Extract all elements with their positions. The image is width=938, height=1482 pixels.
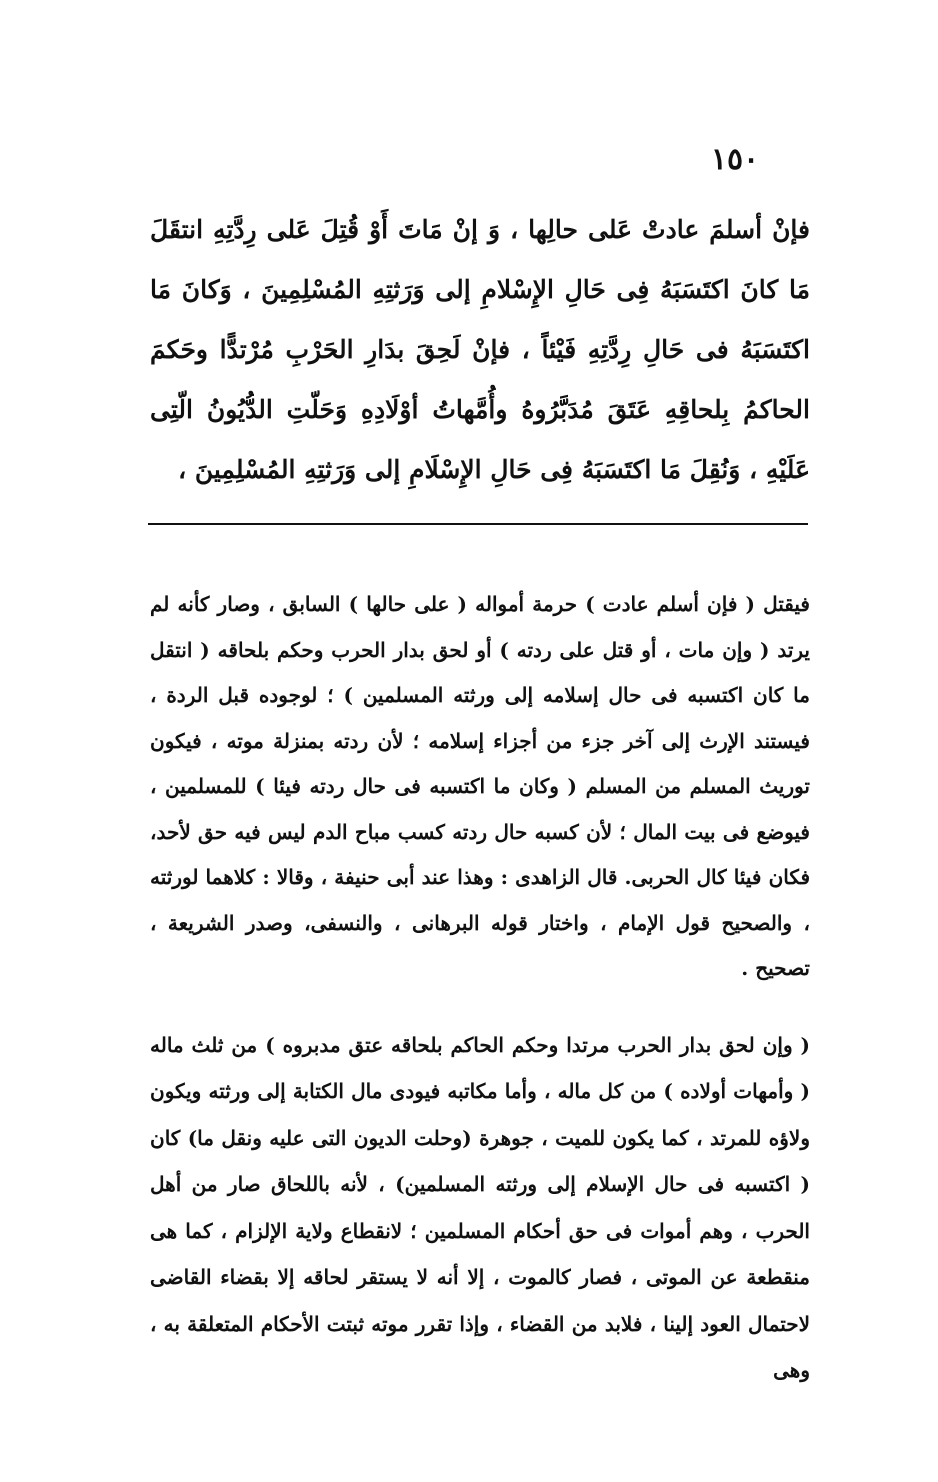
commentary-paragraph: ( وإن لحق بدار الحرب مرتدا وحكم الحاكم بلحاقه عتق مدبروه ) من ثلث ماله ( وأمهات أولاده ) من كل ماله ، وأما مكاتبه فيودى مال الكتابة إلى ورثته ويكون ولاؤه للمرتد ، كما يكون للميت ، جوهرة (وحلت الديون التى عليه ونقل ما) كان ( اكتسبه فى حال الإسلام إلى ورثته المسلمين) ، لأنه باللحاق صار من أهل الحرب ، وهم أموات فى حق أحكام المسلمين ؛ لانقطاع ولاية الإلزام ، كما هى منقطعة عن الموتى ، فصار كالموت ، إلا أنه لا يستقر لحاقه إلا بقضاء القاضى لاحتمال العود إلينا ، فلابد من القضاء ، وإذا تقرر موته ثبتت الأحكام المتعلقة به ، وهى bbox=[150, 1032, 810, 1382]
matn-text: فإنْ أسلمَ عادتْ عَلى حالِها ، وَ إنْ مَاتَ أَوْ قُتِلَ عَلى رِدَّتِهِ انتقَلَ مَا كانَ اكتَسَبَهُ فِى حَالِ الإِسْلامِ إلى وَرَثتِهِ المُسْلِمِينَ ، وَكانَ مَا اكتَسَبَهُ فى حَالِ رِدَّتِهِ فَيْئاً ، فإنْ لَحِقَ بدَارِ الحَرْبِ مُرْتدًّا وحَكمَ الحاكمُ بِلحاقِهِ عَتَقَ مُدَبَّرُوهُ وأُمَّهاتُ أوْلَادِهِ وَحَلّتِ الدُّيُونُ الّتِى عَلَيْهِ ، وَنُقِلَ مَا اكتَسَبَهُ فِى حَالِ الإِسْلَامِ إلى وَرَثتِهِ المُسْلِمِينَ ، bbox=[150, 215, 810, 484]
commentary-paragraph: فيقتل ( فإن أسلم عادت ) حرمة أمواله ( على حالها ) السابق ، وصار كأنه لم يرتد ( وإن مات ، أو قتل على ردته ) أو لحق بدار الحرب وحكم بلحاقه ( انتقل ما كان اكتسبه فى حال إسلامه إلى ورثته المسلمين ) ؛ لوجوده قبل الردة ، فيستند الإرث إلى آخر جزء من أجزاء إسلامه ؛ لأن ردته بمنزلة موته ، فيكون توريث المسلم من المسلم ( وكان ما اكتسبه فى حال ردته فيئا ) للمسلمين ، فيوضع فى بيت المال ؛ لأن كسبه حال ردته كسب مباح الدم ليس فيه حق لأحد، فكان فيئا كال الحربى. قال الزاهدى : وهذا عند أبى حنيفة ، وقالا : كلاهما لورثته ، والصحيح قول الإمام ، واختار قوله البرهانى ، والنسفى، وصدر الشريعة ، تصحيح . bbox=[150, 592, 810, 980]
section-divider bbox=[148, 523, 808, 525]
commentary bbox=[150, 582, 810, 1394]
page-number: ١٥٠ bbox=[710, 142, 760, 177]
